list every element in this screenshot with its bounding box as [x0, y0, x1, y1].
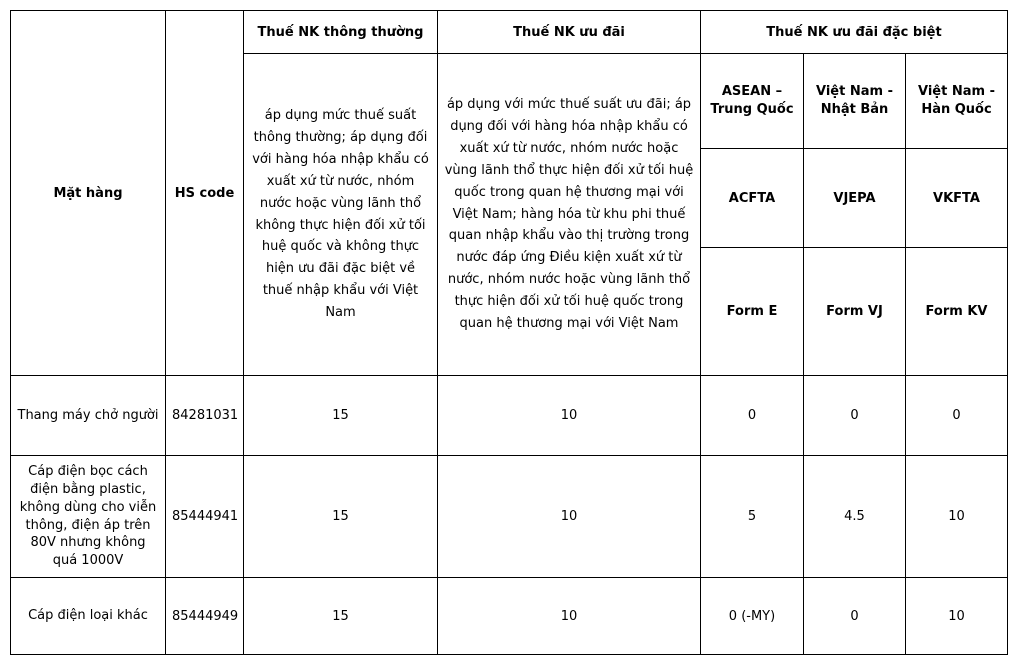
value-acfta: 0 [701, 376, 804, 456]
item-hs-code: 85444941 [166, 456, 244, 578]
value-vjepa: 0 [804, 578, 906, 655]
item-name: Cáp điện loại khác [11, 578, 166, 655]
item-name: Cáp điện bọc cách điện bằng plastic, không dùng cho viễn thông, điện áp trên 80V nhưng không quá 1000V [11, 456, 166, 578]
table-row [11, 456, 1008, 578]
header-thue-nk-thong-thuong: Thuế NK thông thường [244, 11, 438, 54]
value-acfta: 5 [701, 456, 804, 578]
header-region-viet-nam-nhat-ban: Việt Nam - Nhật Bản [804, 54, 906, 149]
value-vkfta: 10 [906, 578, 1008, 655]
header-mat-hang: Mặt hàng [11, 11, 166, 376]
header-thue-nk-uu-dai: Thuế NK ưu đãi [438, 11, 701, 54]
header-agreement-acfta: ACFTA [701, 149, 804, 248]
header-thue-nk-uu-dai-dac-biet: Thuế NK ưu đãi đặc biệt [701, 11, 1008, 54]
value-vjepa: 0 [804, 376, 906, 456]
header-form-vj: Form VJ [804, 248, 906, 376]
value-thong-thuong: 15 [244, 456, 438, 578]
item-name: Thang máy chở người [11, 376, 166, 456]
value-vkfta: 10 [906, 456, 1008, 578]
table-row [11, 376, 1008, 456]
tariff-table [10, 10, 1008, 655]
item-hs-code: 85444949 [166, 578, 244, 655]
value-vkfta: 0 [906, 376, 1008, 456]
table-row [11, 578, 1008, 655]
header-row-titles [11, 11, 1008, 54]
header-agreement-vkfta: VKFTA [906, 149, 1008, 248]
value-thong-thuong: 15 [244, 376, 438, 456]
header-agreement-vjepa: VJEPA [804, 149, 906, 248]
value-thong-thuong: 15 [244, 578, 438, 655]
value-vjepa: 4.5 [804, 456, 906, 578]
description-thue-nk-uu-dai: áp dụng với mức thuế suất ưu đãi; áp dụng đối với hàng hóa nhập khẩu có xuất xứ từ nước, nhóm nước hoặc vùng lãnh thổ thực hiện đối xử tối huệ quốc trong quan hệ thương mại với Việt Nam; hàng hóa từ khu phi thuế quan nhập khẩu vào thị trường trong nước đáp ứng Điều kiện xuất xứ từ nước, nhóm nước hoặc vùng lãnh thổ thực hiện đối xử tối huệ quốc trong quan hệ thương mại với Việt Nam [438, 54, 701, 376]
header-form-e: Form E [701, 248, 804, 376]
value-uu-dai: 10 [438, 456, 701, 578]
value-uu-dai: 10 [438, 578, 701, 655]
header-region-asean-trung-quoc: ASEAN – Trung Quốc [701, 54, 804, 149]
value-acfta: 0 (-MY) [701, 578, 804, 655]
header-region-viet-nam-han-quoc: Việt Nam - Hàn Quốc [906, 54, 1008, 149]
description-thue-nk-thong-thuong: áp dụng mức thuế suất thông thường; áp dụng đối với hàng hóa nhập khẩu có xuất xứ từ nước, nhóm nước hoặc vùng lãnh thổ không thực hiện đối xử tối huệ quốc và không thực hiện ưu đãi đặc biệt về thuế nhập khẩu với Việt Nam [244, 54, 438, 376]
value-uu-dai: 10 [438, 376, 701, 456]
item-hs-code: 84281031 [166, 376, 244, 456]
header-hs-code: HS code [166, 11, 244, 376]
header-form-kv: Form KV [906, 248, 1008, 376]
